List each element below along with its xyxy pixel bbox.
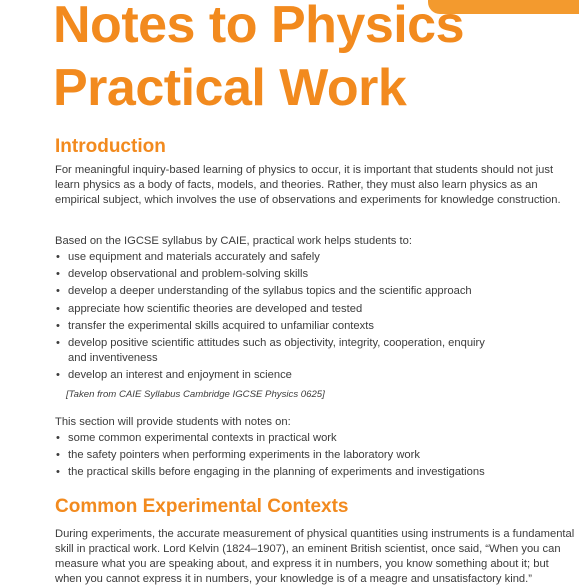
introduction-paragraph: For meaningful inquiry-based learning of physics to occur, it is important that students should not just learn physics as a body of facts, models, and theories. Rather, they must also learn physics as an empirical subject, which involves the use of observations and experiments for knowledge construction. [55, 164, 561, 206]
list-item: • some common experimental contexts in practical work [55, 431, 575, 446]
contexts-paragraph: During experiments, the accurate measurement of physical quantities using instruments is a fundamental skill in practical work. Lord Kelvin (1824–1907), an eminent British scientist, once said, “When you can measure what you are speaking about, and express it in numbers, you know something about it; but when you cannot express it in numbers, your knowledge is of a meagre and unsatisfactory kind.” [55, 528, 575, 585]
page-title-line-1: Notes to Physics [53, 0, 465, 54]
list-item: • the practical skills before engaging in the planning of experiments and investigations [55, 465, 575, 480]
page-title [53, 0, 464, 120]
introduction-heading: Introduction [55, 136, 166, 157]
list-item: • develop a deeper understanding of the syllabus topics and the scientific approach [55, 284, 500, 299]
practical-work-lead: Based on the IGCSE syllabus by CAIE, practical work helps students to: [55, 235, 412, 247]
list-item: • the safety pointers when performing experiments in the laboratory work [55, 448, 575, 463]
syllabus-source-note: [Taken from CAIE Syllabus Cambridge IGCSE Physics 0625] [66, 389, 325, 400]
list-item: • use equipment and materials accurately and safely [55, 250, 500, 265]
practical-work-aims-list [55, 250, 500, 385]
section-overview-list [55, 431, 575, 483]
list-item: • develop observational and problem-solving skills [55, 267, 500, 282]
common-experimental-contexts-heading: Common Experimental Contexts [55, 496, 349, 517]
section-overview-lead: This section will provide students with notes on: [55, 416, 291, 428]
page-title-line-2: Practical Work [53, 59, 407, 117]
list-item: • develop an interest and enjoyment in science [55, 368, 500, 383]
list-item: • transfer the experimental skills acquired to unfamiliar contexts [55, 319, 500, 334]
list-item: • develop positive scientific attitudes such as objectivity, integrity, cooperation, enquiry and inventiveness [55, 336, 500, 366]
list-item: • appreciate how scientific theories are developed and tested [55, 302, 500, 317]
